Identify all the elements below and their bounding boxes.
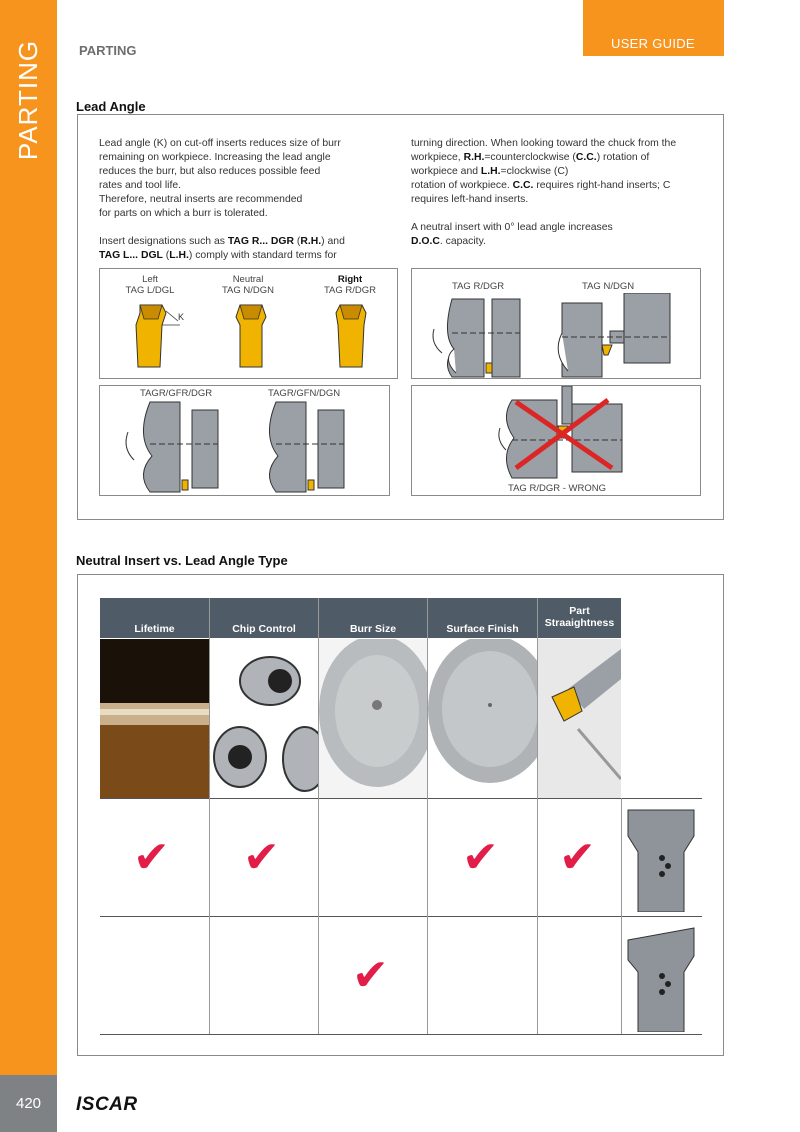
section-title: PARTING [79,43,137,58]
insert-types-figure [99,268,398,379]
insert-shapes-drawing [100,297,397,377]
check-mark-icon: ✔ [352,951,389,1000]
text-line: rotation of workpiece. C.C. requires right-hand inserts; C [411,180,671,191]
neutral-insert-photo [622,806,700,912]
wrong-label: TAG R/DGR - WRONG [508,483,606,494]
check-mark-icon: ✔ [243,833,280,882]
left-insert-icon [136,305,166,367]
table-col-divider [318,598,319,1034]
table-col-divider [621,798,622,1034]
neutral-insert-label: Neutral TAG N/DGN [221,274,275,296]
k-label: K [178,312,185,322]
neutral-insert-icon [236,305,266,367]
sidebar-section-label: PARTING [13,39,43,161]
tagr-gfr-label: TAGR/GFR/DGR [140,388,213,399]
wrong-usage-figure [411,385,701,496]
table-divider [100,1034,702,1035]
lead-angle-text-col2 [411,137,716,249]
check-mark-icon: ✔ [133,833,170,882]
header-chip-control: Chip Control [210,598,318,638]
text-line: for parts on which a burr is tolerated. [99,208,268,219]
header-part-straightness: Part Straaightness [538,598,621,638]
lead-angle-insert-photo [622,926,700,1032]
text-line: reduces the burr, but also reduces possible feed [99,166,321,177]
chip-control-photo [210,639,318,798]
table-divider [100,916,702,917]
right-insert-icon [336,305,366,367]
text-line: rates and tool life. [99,180,182,191]
left-insert-label: Left TAG L/DGL [125,274,175,296]
tag-r-label: TAG R/DGR [452,281,505,292]
lifetime-photo [100,639,209,798]
right-insert-label: Right TAG R/DGR [323,274,377,296]
lead-angle-heading: Lead Angle [76,99,146,114]
comparison-heading: Neutral Insert vs. Lead Angle Type [76,553,288,568]
wrong-usage-drawing [412,386,700,482]
header-surface-finish: Surface Finish [428,598,537,638]
lead-angle-text-col1 [99,137,399,263]
part-straightness-photo [538,639,621,798]
surface-finish-photo [428,639,537,798]
direction-drawing [412,293,700,379]
table-divider [100,798,702,799]
text-line: requires left-hand inserts. [411,194,529,205]
text-line: A neutral insert with 0° lead angle increases [411,222,613,233]
tag-n-label: TAG N/DGN [582,281,635,292]
user-guide-tab: USER GUIDE [583,0,724,56]
groove-drawing [100,400,389,496]
brand-logo: ISCAR [76,1094,138,1115]
check-mark-icon: ✔ [462,833,499,882]
text-line: D.O.C. capacity. [411,236,486,247]
header-lifetime: Lifetime [100,598,209,638]
text-line: workpiece, R.H.=counterclockwise (C.C.) rotation of [411,152,650,163]
text-line: Insert designations such as TAG R... DGR (R.H.) and [99,236,345,247]
header-burr-size: Burr Size [319,598,427,638]
tagr-gfn-label: TAGR/GFN/DGN [268,388,341,399]
groove-figure [99,385,390,496]
burr-size-photo [319,639,427,798]
text-line: TAG L... DGL (L.H.) comply with standard terms for [99,250,337,261]
text-line: turning direction. When looking toward the chuck from the [411,138,677,149]
table-col-divider [209,598,210,1034]
text-line: workpiece and L.H.=clockwise (C) [411,166,569,177]
text-line: remaining on workpiece. Increasing the lead angle [99,152,331,163]
table-col-divider [537,598,538,1034]
direction-figure [411,268,701,379]
text-line: Therefore, neutral inserts are recommended [99,194,303,205]
check-mark-icon: ✔ [559,833,596,882]
text-line: Lead angle (K) on cut-off inserts reduces size of burr [99,138,341,149]
table-col-divider [427,598,428,1034]
page-number: 420 [0,1075,57,1132]
